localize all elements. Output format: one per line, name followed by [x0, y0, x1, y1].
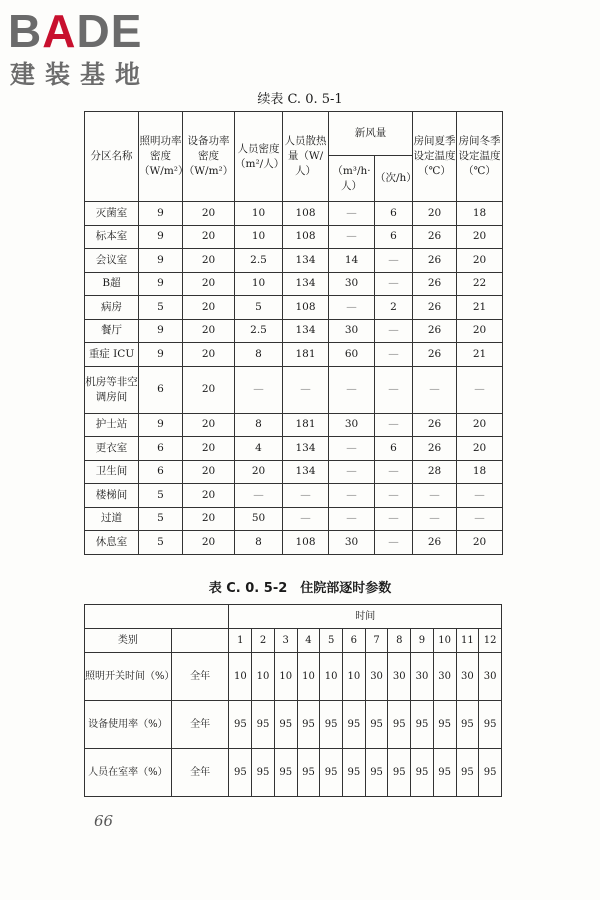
- value-cell: —: [283, 484, 329, 508]
- table-row: [85, 296, 503, 320]
- value-cell: 6: [139, 460, 183, 484]
- zone-name-cell: 楼梯间: [85, 484, 139, 508]
- value-cell: —: [329, 202, 375, 226]
- value-cell: 60: [329, 343, 375, 367]
- hour-header: 12: [479, 629, 502, 653]
- hour-header: 5: [320, 629, 343, 653]
- value-cell: —: [375, 272, 413, 296]
- value-cell: 9: [139, 249, 183, 273]
- value-cell: 5: [235, 296, 283, 320]
- zone-name-cell: 过道: [85, 507, 139, 531]
- value-cell: 8: [235, 531, 283, 555]
- table-row: [85, 531, 503, 555]
- value-cell: 20: [457, 437, 503, 461]
- value-cell: 20: [457, 249, 503, 273]
- hour-header: 2: [252, 629, 275, 653]
- value-cell: 26: [413, 225, 457, 249]
- hourly-value-cell: 10: [297, 653, 320, 701]
- hourly-value-cell: 95: [411, 701, 434, 749]
- hourly-value-cell: 30: [433, 653, 456, 701]
- hourly-value-cell: 95: [343, 749, 366, 797]
- hour-header: 7: [365, 629, 388, 653]
- hourly-value-cell: 95: [297, 701, 320, 749]
- value-cell: 26: [413, 413, 457, 437]
- value-cell: 181: [283, 413, 329, 437]
- header-fresh-air: 新风量: [329, 112, 413, 156]
- logo-wordmark: BADE: [8, 5, 143, 57]
- table-row: [85, 319, 503, 343]
- value-cell: —: [375, 460, 413, 484]
- table-row: [85, 202, 503, 226]
- header-category: 类别: [85, 629, 172, 653]
- value-cell: 22: [457, 272, 503, 296]
- header-summer-temp: 房间夏季设定温度（℃）: [413, 112, 457, 202]
- value-cell: 20: [235, 460, 283, 484]
- value-cell: 20: [183, 225, 235, 249]
- bade-logo: [8, 4, 183, 94]
- value-cell: 108: [283, 296, 329, 320]
- value-cell: —: [457, 484, 503, 508]
- value-cell: 108: [283, 531, 329, 555]
- value-cell: —: [375, 366, 413, 413]
- table1-caption: 续表 C. 0. 5-1: [257, 92, 343, 107]
- hourly-value-cell: 95: [456, 701, 479, 749]
- value-cell: 20: [183, 366, 235, 413]
- value-cell: 26: [413, 272, 457, 296]
- value-cell: 20: [457, 413, 503, 437]
- value-cell: 10: [235, 225, 283, 249]
- header-fresh-air-ach: （次/h）: [375, 156, 413, 202]
- logo-subtitle: 建装基地: [10, 60, 151, 89]
- value-cell: 181: [283, 343, 329, 367]
- category-cell: 人员在室率（%）: [85, 749, 172, 797]
- zone-name-cell: 护士站: [85, 413, 139, 437]
- table-row: [85, 749, 502, 797]
- hour-header: 3: [274, 629, 297, 653]
- value-cell: —: [457, 507, 503, 531]
- hour-header: 8: [388, 629, 411, 653]
- hourly-parameters-table: [84, 604, 502, 797]
- value-cell: 9: [139, 413, 183, 437]
- table-row: [85, 653, 502, 701]
- hourly-value-cell: 95: [274, 749, 297, 797]
- table-row: [85, 413, 503, 437]
- value-cell: 30: [329, 531, 375, 555]
- value-cell: 6: [375, 437, 413, 461]
- hourly-value-cell: 95: [456, 749, 479, 797]
- value-cell: —: [375, 319, 413, 343]
- room-parameters-table: [84, 111, 503, 555]
- value-cell: 21: [457, 343, 503, 367]
- value-cell: 4: [235, 437, 283, 461]
- hourly-value-cell: 10: [229, 653, 252, 701]
- header-lighting: 照明功率密度（W/m²）: [139, 112, 183, 202]
- value-cell: 5: [139, 531, 183, 555]
- value-cell: 6: [139, 437, 183, 461]
- hourly-value-cell: 30: [479, 653, 502, 701]
- value-cell: —: [329, 225, 375, 249]
- value-cell: —: [329, 484, 375, 508]
- hourly-value-cell: 30: [365, 653, 388, 701]
- value-cell: 20: [183, 484, 235, 508]
- value-cell: —: [413, 507, 457, 531]
- page-number: 66: [94, 812, 114, 830]
- header-equipment: 设备功率密度（W/m²）: [183, 112, 235, 202]
- period-cell: 全年: [171, 749, 229, 797]
- hourly-value-cell: 30: [456, 653, 479, 701]
- hourly-value-cell: 95: [388, 701, 411, 749]
- value-cell: 20: [457, 225, 503, 249]
- value-cell: 14: [329, 249, 375, 273]
- value-cell: 10: [235, 272, 283, 296]
- value-cell: 20: [183, 202, 235, 226]
- header-fresh-air-per-person: （m³/h·人）: [329, 156, 375, 202]
- value-cell: —: [329, 507, 375, 531]
- zone-name-cell: B超: [85, 272, 139, 296]
- hourly-value-cell: 10: [252, 653, 275, 701]
- value-cell: 20: [183, 343, 235, 367]
- zone-name-cell: 餐厅: [85, 319, 139, 343]
- value-cell: 50: [235, 507, 283, 531]
- hour-header: 1: [229, 629, 252, 653]
- value-cell: 20: [183, 531, 235, 555]
- value-cell: 30: [329, 413, 375, 437]
- hour-header: 9: [411, 629, 434, 653]
- category-cell: 照明开关时间（%）: [85, 653, 172, 701]
- value-cell: —: [329, 460, 375, 484]
- value-cell: 21: [457, 296, 503, 320]
- hourly-value-cell: 95: [388, 749, 411, 797]
- hourly-value-cell: 10: [274, 653, 297, 701]
- value-cell: —: [375, 343, 413, 367]
- value-cell: 26: [413, 249, 457, 273]
- value-cell: 20: [457, 531, 503, 555]
- hourly-value-cell: 95: [274, 701, 297, 749]
- value-cell: —: [375, 507, 413, 531]
- table-row: [85, 437, 503, 461]
- value-cell: 20: [183, 413, 235, 437]
- hourly-value-cell: 95: [229, 701, 252, 749]
- value-cell: 6: [375, 225, 413, 249]
- hour-header: 4: [297, 629, 320, 653]
- hourly-value-cell: 10: [320, 653, 343, 701]
- hourly-value-cell: 95: [365, 749, 388, 797]
- value-cell: 2.5: [235, 319, 283, 343]
- period-cell: 全年: [171, 653, 229, 701]
- hourly-value-cell: 30: [388, 653, 411, 701]
- hourly-value-cell: 95: [320, 701, 343, 749]
- value-cell: 18: [457, 460, 503, 484]
- hourly-value-cell: 10: [343, 653, 366, 701]
- value-cell: 20: [183, 249, 235, 273]
- value-cell: 30: [329, 319, 375, 343]
- value-cell: 5: [139, 296, 183, 320]
- value-cell: 10: [235, 202, 283, 226]
- table-row: [85, 249, 503, 273]
- value-cell: 26: [413, 319, 457, 343]
- value-cell: 30: [329, 272, 375, 296]
- table-row: [85, 507, 503, 531]
- value-cell: 20: [183, 437, 235, 461]
- value-cell: 6: [375, 202, 413, 226]
- value-cell: 9: [139, 202, 183, 226]
- value-cell: 6: [139, 366, 183, 413]
- value-cell: 18: [457, 202, 503, 226]
- category-cell: 设备使用率（%）: [85, 701, 172, 749]
- zone-name-cell: 更衣室: [85, 437, 139, 461]
- table-row: [85, 484, 503, 508]
- header-winter-temp: 房间冬季设定温度（℃）: [457, 112, 503, 202]
- zone-name-cell: 机房等非空调房间: [85, 366, 139, 413]
- hourly-value-cell: 95: [320, 749, 343, 797]
- value-cell: —: [329, 296, 375, 320]
- value-cell: —: [329, 437, 375, 461]
- value-cell: 5: [139, 484, 183, 508]
- value-cell: 134: [283, 272, 329, 296]
- value-cell: 134: [283, 319, 329, 343]
- hourly-value-cell: 95: [433, 749, 456, 797]
- hourly-value-cell: 95: [433, 701, 456, 749]
- hour-header: 11: [456, 629, 479, 653]
- table-row: [85, 225, 503, 249]
- table2-caption: 表 C. 0. 5-2 住院部逐时参数: [208, 581, 392, 596]
- table-row: [85, 701, 502, 749]
- header-empty: [85, 605, 229, 629]
- header-occupancy: 人员密度（m²/人）: [235, 112, 283, 202]
- table-row: [85, 460, 503, 484]
- header-time: 时间: [229, 605, 502, 629]
- hourly-value-cell: 95: [479, 701, 502, 749]
- zone-name-cell: 重症 ICU: [85, 343, 139, 367]
- table-row: [85, 343, 503, 367]
- header-period-empty: [171, 629, 229, 653]
- zone-name-cell: 病房: [85, 296, 139, 320]
- value-cell: 2: [375, 296, 413, 320]
- hourly-value-cell: 95: [343, 701, 366, 749]
- value-cell: —: [283, 507, 329, 531]
- value-cell: 5: [139, 507, 183, 531]
- value-cell: 26: [413, 343, 457, 367]
- value-cell: —: [235, 366, 283, 413]
- zone-name-cell: 会议室: [85, 249, 139, 273]
- value-cell: 9: [139, 225, 183, 249]
- value-cell: 28: [413, 460, 457, 484]
- value-cell: 108: [283, 202, 329, 226]
- value-cell: 20: [457, 319, 503, 343]
- value-cell: 20: [413, 202, 457, 226]
- value-cell: —: [375, 249, 413, 273]
- value-cell: —: [375, 484, 413, 508]
- value-cell: —: [413, 366, 457, 413]
- hourly-value-cell: 95: [229, 749, 252, 797]
- value-cell: 26: [413, 531, 457, 555]
- header-zone: 分区名称: [85, 112, 139, 202]
- hour-header: 6: [343, 629, 366, 653]
- value-cell: 20: [183, 272, 235, 296]
- value-cell: 2.5: [235, 249, 283, 273]
- zone-name-cell: 休息室: [85, 531, 139, 555]
- value-cell: —: [329, 366, 375, 413]
- value-cell: 134: [283, 460, 329, 484]
- value-cell: 20: [183, 319, 235, 343]
- value-cell: —: [375, 531, 413, 555]
- value-cell: 26: [413, 296, 457, 320]
- hourly-value-cell: 95: [252, 749, 275, 797]
- value-cell: 20: [183, 507, 235, 531]
- value-cell: 134: [283, 249, 329, 273]
- table-row: [85, 366, 503, 413]
- value-cell: —: [283, 366, 329, 413]
- hourly-value-cell: 95: [365, 701, 388, 749]
- value-cell: 8: [235, 343, 283, 367]
- value-cell: —: [457, 366, 503, 413]
- header-heat: 人员散热量（W/人）: [283, 112, 329, 202]
- value-cell: 9: [139, 272, 183, 296]
- hourly-value-cell: 95: [252, 701, 275, 749]
- value-cell: —: [413, 484, 457, 508]
- hourly-value-cell: 30: [411, 653, 434, 701]
- hourly-value-cell: 95: [479, 749, 502, 797]
- hourly-value-cell: 95: [411, 749, 434, 797]
- value-cell: 20: [183, 460, 235, 484]
- value-cell: 108: [283, 225, 329, 249]
- zone-name-cell: 卫生间: [85, 460, 139, 484]
- value-cell: 134: [283, 437, 329, 461]
- zone-name-cell: 灭菌室: [85, 202, 139, 226]
- zone-name-cell: 标本室: [85, 225, 139, 249]
- period-cell: 全年: [171, 701, 229, 749]
- value-cell: 9: [139, 319, 183, 343]
- value-cell: 26: [413, 437, 457, 461]
- value-cell: 20: [183, 296, 235, 320]
- value-cell: 9: [139, 343, 183, 367]
- value-cell: —: [235, 484, 283, 508]
- hour-header: 10: [433, 629, 456, 653]
- table-row: [85, 272, 503, 296]
- value-cell: —: [375, 413, 413, 437]
- value-cell: 8: [235, 413, 283, 437]
- hourly-value-cell: 95: [297, 749, 320, 797]
